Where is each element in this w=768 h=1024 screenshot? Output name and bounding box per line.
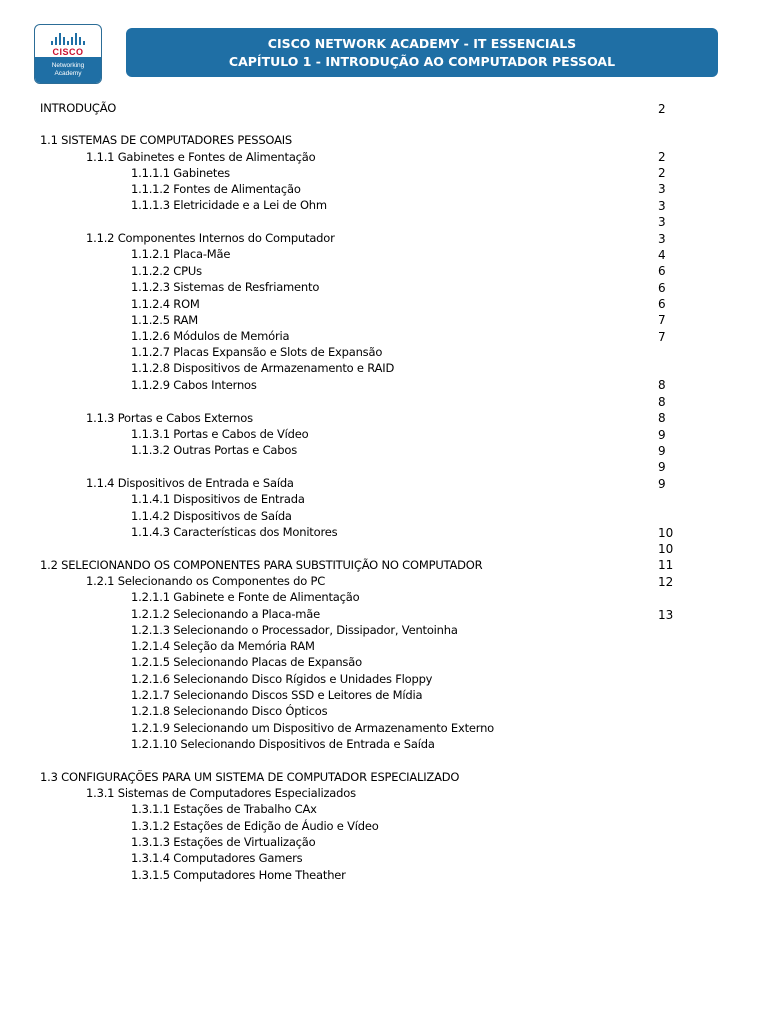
page-number: 10 (658, 542, 674, 556)
page-number: 3 (658, 199, 666, 213)
page-number: 7 (658, 330, 666, 344)
page-number: 6 (658, 297, 666, 311)
toc-entry: 1.1.4.1 Dispositivos de Entrada (131, 492, 305, 506)
toc-entry: 1.2.1.2 Selecionando a Placa-mãe (131, 607, 321, 621)
page-number: 12 (658, 575, 674, 589)
page-number: 6 (658, 264, 666, 278)
page-number: 4 (658, 248, 666, 262)
toc-entry: 1.2.1.8 Selecionando Disco Ópticos (131, 704, 328, 718)
page-number: 13 (658, 608, 674, 622)
toc-entry: 1.3.1.5 Computadores Home Theather (131, 868, 346, 882)
toc-entry: 1.1.1.1 Gabinetes (131, 166, 230, 180)
toc-entry: 1.1.4.2 Dispositivos de Saída (131, 509, 292, 523)
toc-entry: 1.2.1.3 Selecionando o Processador, Dissipador, Ventoinha (131, 623, 458, 637)
toc-entry: 1.1.1.3 Eletricidade e a Lei de Ohm (131, 198, 327, 212)
page-number: 6 (658, 281, 666, 295)
page-number: 7 (658, 313, 666, 327)
toc-entry: 1.2.1.4 Seleção da Memória RAM (131, 639, 315, 653)
page-number: 9 (658, 477, 666, 491)
toc-entry: 1.2.1.5 Selecionando Placas de Expansão (131, 655, 362, 669)
toc-entry: 1.2.1 Selecionando os Componentes do PC (86, 574, 326, 588)
toc-entry: 1.2.1.9 Selecionando um Dispositivo de Armazenamento Externo (131, 721, 495, 735)
toc-entry: 1.1.4 Dispositivos de Entrada e Saída (86, 476, 294, 490)
toc-entry: 1.1.3.1 Portas e Cabos de Vídeo (131, 427, 309, 441)
page-number: 11 (658, 558, 674, 572)
toc-entry: 1.3.1.1 Estações de Trabalho CAx (131, 802, 317, 816)
toc-entry: 1.1.2.2 CPUs (131, 264, 202, 278)
page-number: 9 (658, 444, 666, 458)
toc-entry: 1.1.2.7 Placas Expansão e Slots de Expansão (131, 345, 383, 359)
toc-entry: 1.3.1.2 Estações de Edição de Áudio e Vídeo (131, 819, 379, 833)
toc-entry: 1.1.2.1 Placa-Mãe (131, 247, 231, 261)
page-number: 8 (658, 395, 666, 409)
page-number: 8 (658, 378, 666, 392)
page-number: 2 (658, 102, 666, 116)
page-number: 9 (658, 460, 666, 474)
toc-entry: 1.2.1.1 Gabinete e Fonte de Alimentação (131, 590, 360, 604)
cisco-wordmark: CISCO (52, 47, 84, 57)
logo-line-1: Networking (51, 62, 85, 69)
toc-entry: 1.3 CONFIGURAÇÕES PARA UM SISTEMA DE COMPUTADOR ESPECIALIZADO (40, 770, 460, 784)
toc-entry: 1.1.3.2 Outras Portas e Cabos (131, 443, 297, 457)
page-number: 3 (658, 215, 666, 229)
toc-entry: 1.2.1.6 Selecionando Disco Rígidos e Unidades Floppy (131, 672, 433, 686)
page-number: 2 (658, 166, 666, 180)
header-subtitle: CAPÍTULO 1 - INTRODUÇÃO AO COMPUTADOR PESSOAL (228, 53, 616, 69)
toc-entry: 1.1.1 Gabinetes e Fontes de Alimentação (86, 150, 316, 164)
toc-entry: 1.3.1.4 Computadores Gamers (131, 851, 303, 865)
toc-entry: 1.1.2.3 Sistemas de Resfriamento (131, 280, 320, 294)
toc-entry: 1.2 SELECIONANDO OS COMPONENTES PARA SUBSTITUIÇÃO NO COMPUTADOR (40, 558, 483, 572)
toc-entry: 1.1.3 Portas e Cabos Externos (86, 411, 253, 425)
toc-entry: 1.1 SISTEMAS DE COMPUTADORES PESSOAIS (40, 133, 293, 147)
toc-entry: 1.1.1.2 Fontes de Alimentação (131, 182, 301, 196)
toc-entry: 1.1.4.3 Características dos Monitores (131, 525, 338, 539)
toc-entry: 1.3.1.3 Estações de Virtualização (131, 835, 316, 849)
page-number: 3 (658, 182, 666, 196)
toc-entry: 1.1.2.6 Módulos de Memória (131, 329, 290, 343)
toc-entry: 1.1.2.4 ROM (131, 297, 200, 311)
page-number: 3 (658, 232, 666, 246)
toc-entry: 1.3.1 Sistemas de Computadores Especializados (86, 786, 356, 800)
toc-entry: 1.1.2.9 Cabos Internos (131, 378, 257, 392)
logo-line-2: Academy (54, 70, 82, 77)
toc-entry: 1.1.2.5 RAM (131, 313, 199, 327)
header-title: CISCO NETWORK ACADEMY - IT ESSENCIALS (267, 35, 577, 51)
toc-entry: 1.1.2 Componentes Internos do Computador (86, 231, 335, 245)
toc-entry: 1.2.1.10 Selecionando Dispositivos de Entrada e Saída (131, 737, 435, 751)
toc-entry: 1.2.1.7 Selecionando Discos SSD e Leitores de Mídia (131, 688, 423, 702)
page-number: 10 (658, 526, 674, 540)
toc-entry: 1.1.2.8 Dispositivos de Armazenamento e RAID (131, 361, 395, 375)
page-number: 9 (658, 428, 666, 442)
page-number: 2 (658, 150, 666, 164)
page-number: 8 (658, 411, 666, 425)
toc-entry: INTRODUÇÃO (40, 101, 117, 115)
